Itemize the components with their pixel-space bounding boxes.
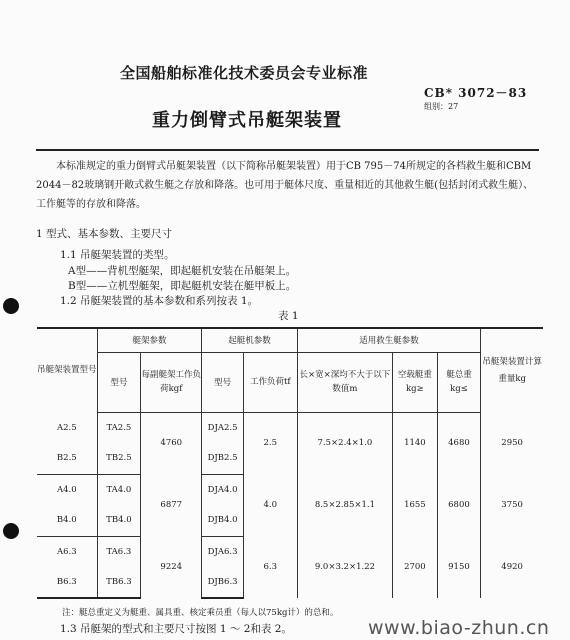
type-b-line: B型——立机型艇架，即起艇机安装在艇甲板上。 bbox=[68, 280, 297, 292]
cell-boat-dims: 8.5×2.85×1.1 bbox=[297, 474, 392, 536]
cell-davit-load: 9224 bbox=[141, 536, 202, 598]
cell-empty-weight: 1140 bbox=[393, 412, 438, 474]
standard-number: CB* 3072－83 bbox=[424, 86, 528, 100]
cell-gross-weight: 4680 bbox=[437, 412, 481, 474]
header-boat-dims: 长×宽×深均不大于以下数值m bbox=[297, 352, 392, 412]
cell-empty-weight: 1655 bbox=[393, 474, 438, 536]
cell-model: B2.5 bbox=[37, 443, 97, 474]
cell-winch-type: DJB4.0 bbox=[202, 505, 243, 536]
type-a-line: A型——背机型艇架，即起艇机安装在吊艇架上。 bbox=[68, 265, 297, 277]
title-rule bbox=[36, 149, 539, 151]
section-1-2: 1.2 吊艇架装置的基本参数和系列按表 1。 bbox=[60, 295, 259, 307]
cell-model: B6.3 bbox=[37, 567, 97, 598]
cell-davit-type: TB2.5 bbox=[97, 443, 141, 474]
cell-davit-load: 4760 bbox=[141, 412, 202, 474]
cell-davit-type: TB6.3 bbox=[97, 567, 141, 598]
table-note: 注：艇总重定义为艇重、属具重、核定乘员重（每人以75kg计）的总和。 bbox=[62, 608, 339, 618]
cell-model: B4.0 bbox=[37, 505, 97, 536]
intro-paragraph: 本标准规定的重力倒臂式吊艇架装置（以下简称吊艇架装置）用于CB 795－74所规定的各档救生艇和CBM 2044－82玻璃钢开敞式救生艇之存放和降落。也可用于艇体尺度、重量相近的其他救生艇(包括封闭式救生艇）、工作艇等的存放和降落。 bbox=[36, 161, 534, 210]
cell-winch-type: DJA4.0 bbox=[202, 474, 243, 505]
cell-model: A4.0 bbox=[37, 474, 97, 505]
header-davit-load: 每副艇架工作负荷kgf bbox=[141, 352, 202, 412]
cell-winch-load: 2.5 bbox=[243, 412, 297, 474]
cell-empty-weight: 2700 bbox=[393, 536, 438, 598]
cell-total-weight: 4920 bbox=[481, 536, 543, 598]
binder-hole bbox=[3, 523, 19, 539]
cell-winch-type: DJB2.5 bbox=[202, 443, 243, 474]
cell-winch-type: DJA2.5 bbox=[202, 412, 243, 443]
cell-davit-type: TB4.0 bbox=[97, 505, 141, 536]
issuing-organization: 全国船舶标准化技术委员会专业标准 bbox=[120, 64, 369, 82]
section-1-heading: 1 型式、基本参数、主要尺寸 bbox=[36, 228, 173, 240]
header-winch-params: 起艇机参数 bbox=[202, 328, 297, 352]
header-gross-weight: 艇总重kg≤ bbox=[437, 352, 481, 412]
header-davit-params: 艇架参数 bbox=[97, 328, 202, 352]
cell-total-weight: 2950 bbox=[481, 412, 543, 474]
cell-model: A2.5 bbox=[37, 412, 97, 443]
header-total-weight: 吊艇架装置计算重量kg bbox=[481, 328, 543, 412]
cell-winch-load: 6.3 bbox=[243, 536, 297, 598]
watermark: www.biao-zhun.cn bbox=[368, 617, 550, 639]
cell-boat-dims: 9.0×3.2×1.22 bbox=[297, 536, 392, 598]
header-davit-type: 型号 bbox=[97, 352, 141, 412]
parameter-table bbox=[37, 327, 543, 599]
table-caption: 表 1 bbox=[278, 310, 299, 322]
section-1-1: 1.1 吊艇架装置的类型。 bbox=[60, 249, 175, 261]
cell-gross-weight: 9150 bbox=[437, 536, 481, 598]
cell-davit-type: TA4.0 bbox=[97, 474, 141, 505]
header-empty-weight: 空载艇重kg≥ bbox=[393, 352, 438, 412]
cell-boat-dims: 7.5×2.4×1.0 bbox=[297, 412, 392, 474]
cell-davit-load: 6877 bbox=[141, 474, 202, 536]
cell-model: A6.3 bbox=[37, 536, 97, 567]
header-davit-model: 吊艇架装置型号 bbox=[37, 328, 97, 412]
header-boat-params: 适用救生艇参数 bbox=[297, 328, 480, 352]
header-winch-load: 工作负荷tf bbox=[243, 352, 297, 412]
cell-gross-weight: 6800 bbox=[437, 474, 481, 536]
cell-winch-type: DJB6.3 bbox=[202, 567, 243, 598]
cell-winch-load: 4.0 bbox=[243, 474, 297, 536]
binder-hole bbox=[3, 298, 19, 314]
group-label: 组别：27 bbox=[424, 102, 459, 111]
document-title: 重力倒臂式吊艇架装置 bbox=[152, 110, 342, 131]
section-1-3: 1.3 吊艇架的型式和主要尺寸按图 1 ～ 2和表 2。 bbox=[60, 623, 292, 635]
cell-winch-type: DJA6.3 bbox=[202, 536, 243, 567]
cell-total-weight: 3750 bbox=[481, 474, 543, 536]
cell-davit-type: TA2.5 bbox=[97, 412, 141, 443]
cell-davit-type: TA6.3 bbox=[97, 536, 141, 567]
header-winch-type: 型号 bbox=[202, 352, 243, 412]
